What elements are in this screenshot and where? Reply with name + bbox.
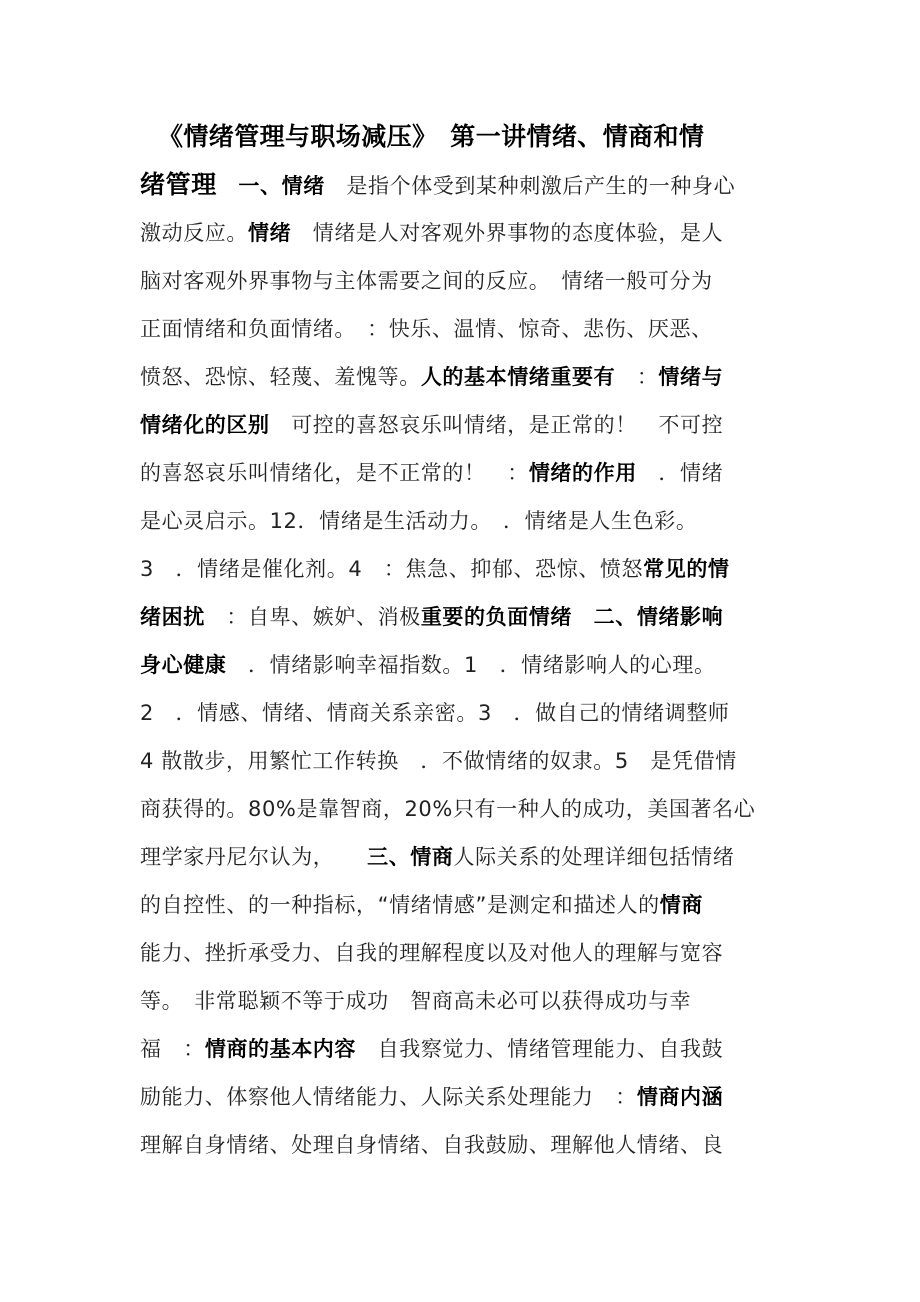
- document-title: [158, 122, 803, 152]
- bold-heading-text: 《情绪管理与职场减压》 第一讲情绪、情商和情: [158, 122, 705, 151]
- body-text: 3 ．情绪是催化剂。4 ：焦急、抑郁、恐惊、愤怒: [140, 557, 644, 581]
- body-text: ：自卑、嫉妒、消极: [204, 605, 421, 629]
- bold-heading-text: 情商: [659, 893, 703, 917]
- body-text: 脑对客观外界事物与主体需要之间的反应。 情绪一般可分为: [140, 269, 713, 293]
- body-text: 人际关系的处理详细包括情绪: [453, 845, 735, 869]
- bold-heading-text: 情绪与: [658, 365, 724, 389]
- body-text: 励能力、体察他人情绪能力、人际关系处理能力 ：: [140, 1085, 637, 1109]
- text-line: [140, 1082, 785, 1112]
- text-line: [140, 218, 785, 248]
- body-text: 正面情绪和负面情绪。 ：快乐、温情、惊奇、悲伤、厌恶、: [140, 317, 713, 341]
- text-line: [140, 170, 785, 201]
- body-text: 的自控性、的一种指标，“情绪情感”是测定和描述人的: [140, 893, 660, 917]
- body-text: 商获得的。80%是靠智商，20%只有一种人的成功，美国著名心: [140, 797, 756, 821]
- bold-heading-text: 常见的情: [643, 557, 730, 581]
- text-line: [140, 794, 785, 824]
- text-line: [140, 890, 785, 920]
- body-text: 是指个体受到某种刺激后产生的一种身心: [324, 174, 736, 198]
- bold-heading-text: 情商内涵: [636, 1085, 724, 1109]
- text-line: [140, 698, 785, 728]
- text-line: [140, 506, 785, 536]
- text-line: [140, 314, 785, 344]
- body-text: 的喜怒哀乐叫情绪化，是不正常的！ ：: [140, 461, 529, 485]
- bold-heading-text: 重要的负面情绪: [420, 605, 573, 629]
- text-line: [140, 842, 785, 872]
- text-line: [140, 986, 785, 1016]
- text-line: [140, 1034, 785, 1064]
- bold-heading-text: 绪困扰: [140, 605, 205, 629]
- bold-heading-text: 情绪的作用: [528, 461, 637, 485]
- body-text: ．情绪: [636, 461, 724, 485]
- text-line: [140, 938, 785, 968]
- text-line: [140, 410, 785, 440]
- text-line: [140, 362, 785, 392]
- body-text: 愤怒、恐惊、轻蔑、羞愧等。: [140, 365, 421, 389]
- body-text: 是心灵启示。12．情绪是生活动力。 ．情绪是人生色彩。: [140, 509, 698, 533]
- text-line: [140, 602, 785, 632]
- text-line: [140, 458, 785, 488]
- bold-heading-text: 情绪: [248, 221, 292, 245]
- body-text: 能力、挫折承受力、自我的理解程度以及对他人的理解与宽容: [140, 941, 724, 965]
- bold-heading-text: 情商的基本内容: [204, 1037, 357, 1061]
- text-line: [140, 746, 785, 776]
- body-text: 可控的喜怒哀乐叫情绪，是正常的！ 不可控: [269, 413, 724, 437]
- body-text: ．情绪影响幸福指数。1 ．情绪影响人的心理。: [226, 653, 716, 677]
- body-text: 情绪是人对客观外界事物的态度体验，是人: [291, 221, 724, 245]
- bold-heading-text: 三、情商: [367, 845, 454, 869]
- text-line: [140, 1130, 785, 1160]
- body-text: ：: [615, 365, 659, 389]
- bold-heading-text: 情绪化的区别: [140, 413, 270, 437]
- body-text: 4 散散步，用繁忙工作转换 ．不做情绪的奴隶。5 是凭借情: [140, 749, 737, 773]
- body-text: 福 ：: [140, 1037, 205, 1061]
- bold-heading-text: 一、情绪: [216, 174, 325, 198]
- bold-heading-text: 二、情绪影响: [572, 605, 724, 629]
- body-text: 2 ．情感、情绪、情商关系亲密。3 ．做自己的情绪调整师: [140, 701, 730, 725]
- text-line: [140, 554, 785, 584]
- body-text: 理解自身情绪、处理自身情绪、自我鼓励、理解他人情绪、良: [140, 1133, 724, 1157]
- bold-heading-text: 人的基本情绪重要有: [420, 365, 616, 389]
- body-text: 理学家丹尼尔认为，: [140, 845, 368, 869]
- bold-heading-text: 绪管理: [140, 170, 217, 199]
- body-text: 激动反应。: [140, 221, 248, 245]
- text-line: [140, 266, 785, 296]
- text-line: [140, 650, 785, 680]
- bold-heading-text: 身心健康: [140, 653, 227, 677]
- body-text: 自我察觉力、情绪管理能力、自我鼓: [356, 1037, 724, 1061]
- body-text: 等。 非常聪颖不等于成功 智商高未必可以获得成功与幸: [140, 989, 692, 1013]
